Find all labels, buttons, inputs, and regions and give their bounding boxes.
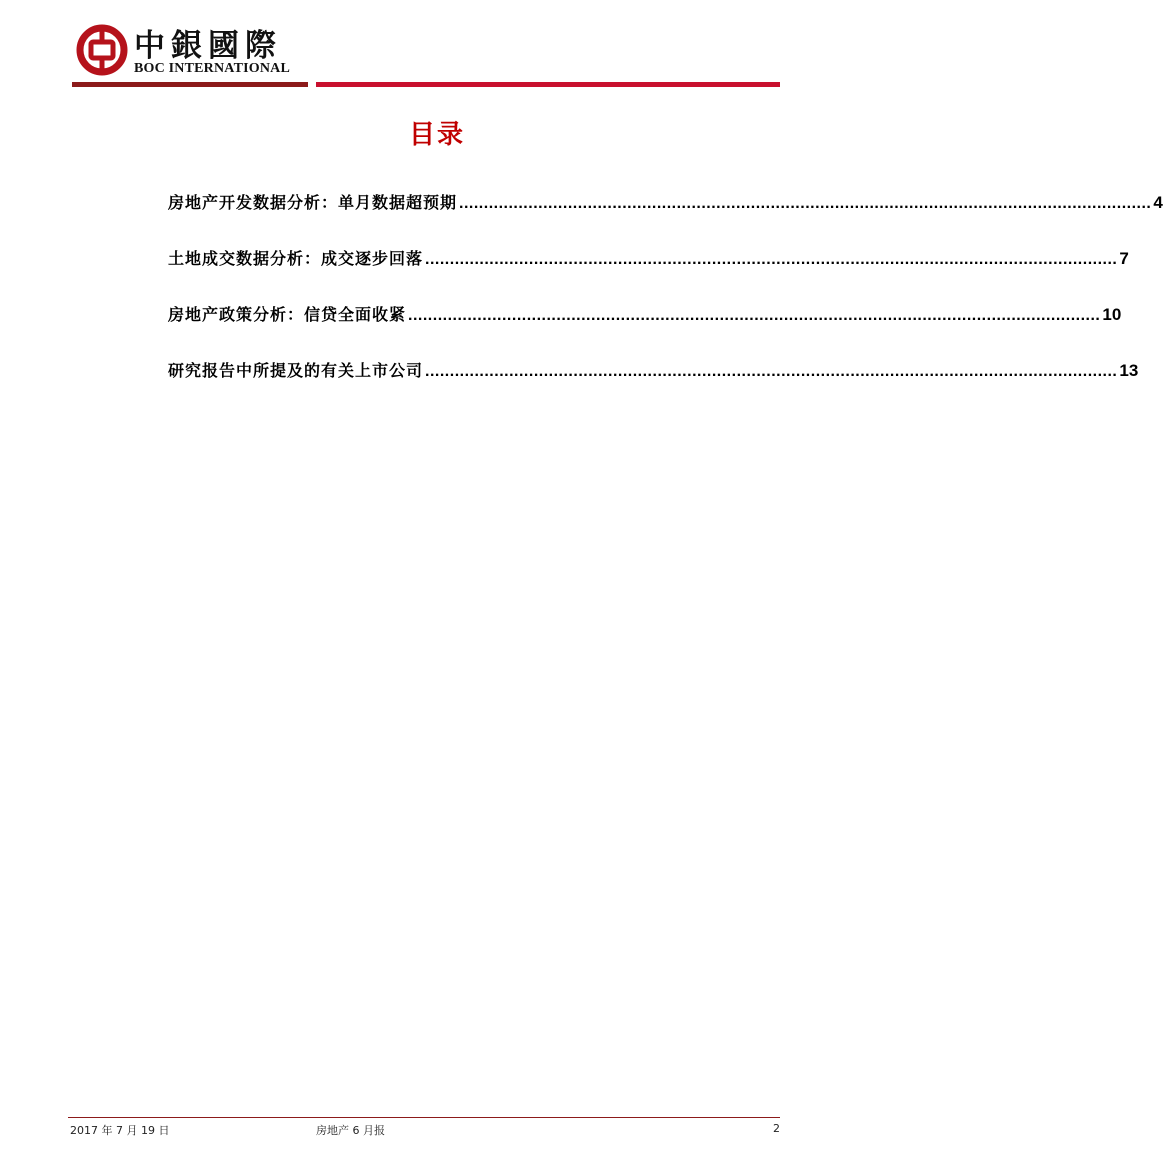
footer-rule xyxy=(68,1117,780,1118)
footer-date: 2017 年 7 月 19 日 xyxy=(70,1124,170,1137)
toc-entry-page[interactable]: 10 xyxy=(1102,305,1122,324)
toc-leader-dots: ............................................................................................................................................ xyxy=(425,363,1118,380)
toc-entry-label[interactable]: 土地成交数据分析：成交逐步回落 xyxy=(168,249,424,268)
toc-leader-dots: ............................................................................................................................................ xyxy=(425,251,1118,268)
table-of-contents xyxy=(168,190,1163,414)
footer-report-title: 房地产 6 月报 xyxy=(316,1124,385,1137)
toc-entry-page[interactable]: 4 xyxy=(1153,193,1163,212)
logo-english-text: BOC INTERNATIONAL xyxy=(134,61,290,76)
toc-entry-label[interactable]: 房地产政策分析：信贷全面收紧 xyxy=(168,305,407,324)
toc-entry[interactable] xyxy=(168,358,1139,380)
toc-entry[interactable] xyxy=(168,246,1129,268)
toc-title: 目录 xyxy=(408,120,465,150)
toc-leader-dots: ............................................................................................................................................ xyxy=(459,195,1152,212)
toc-entry[interactable] xyxy=(168,190,1163,212)
footer-page-number: 2 xyxy=(773,1122,780,1135)
toc-entry-label[interactable]: 研究报告中所提及的有关上市公司 xyxy=(168,361,424,380)
page-header xyxy=(0,0,827,95)
logo-chinese-text: 中銀國際 xyxy=(134,28,282,64)
toc-entry[interactable] xyxy=(168,302,1122,324)
toc-entry-label[interactable]: 房地产开发数据分析：单月数据超预期 xyxy=(168,193,458,212)
header-rule-red xyxy=(316,82,780,87)
header-rule-dark xyxy=(72,82,308,87)
toc-entry-page[interactable]: 7 xyxy=(1119,249,1129,268)
toc-leader-dots: ............................................................................................................................................ xyxy=(408,307,1101,324)
boc-logo-icon xyxy=(76,24,128,76)
toc-entry-page[interactable]: 13 xyxy=(1119,361,1139,380)
